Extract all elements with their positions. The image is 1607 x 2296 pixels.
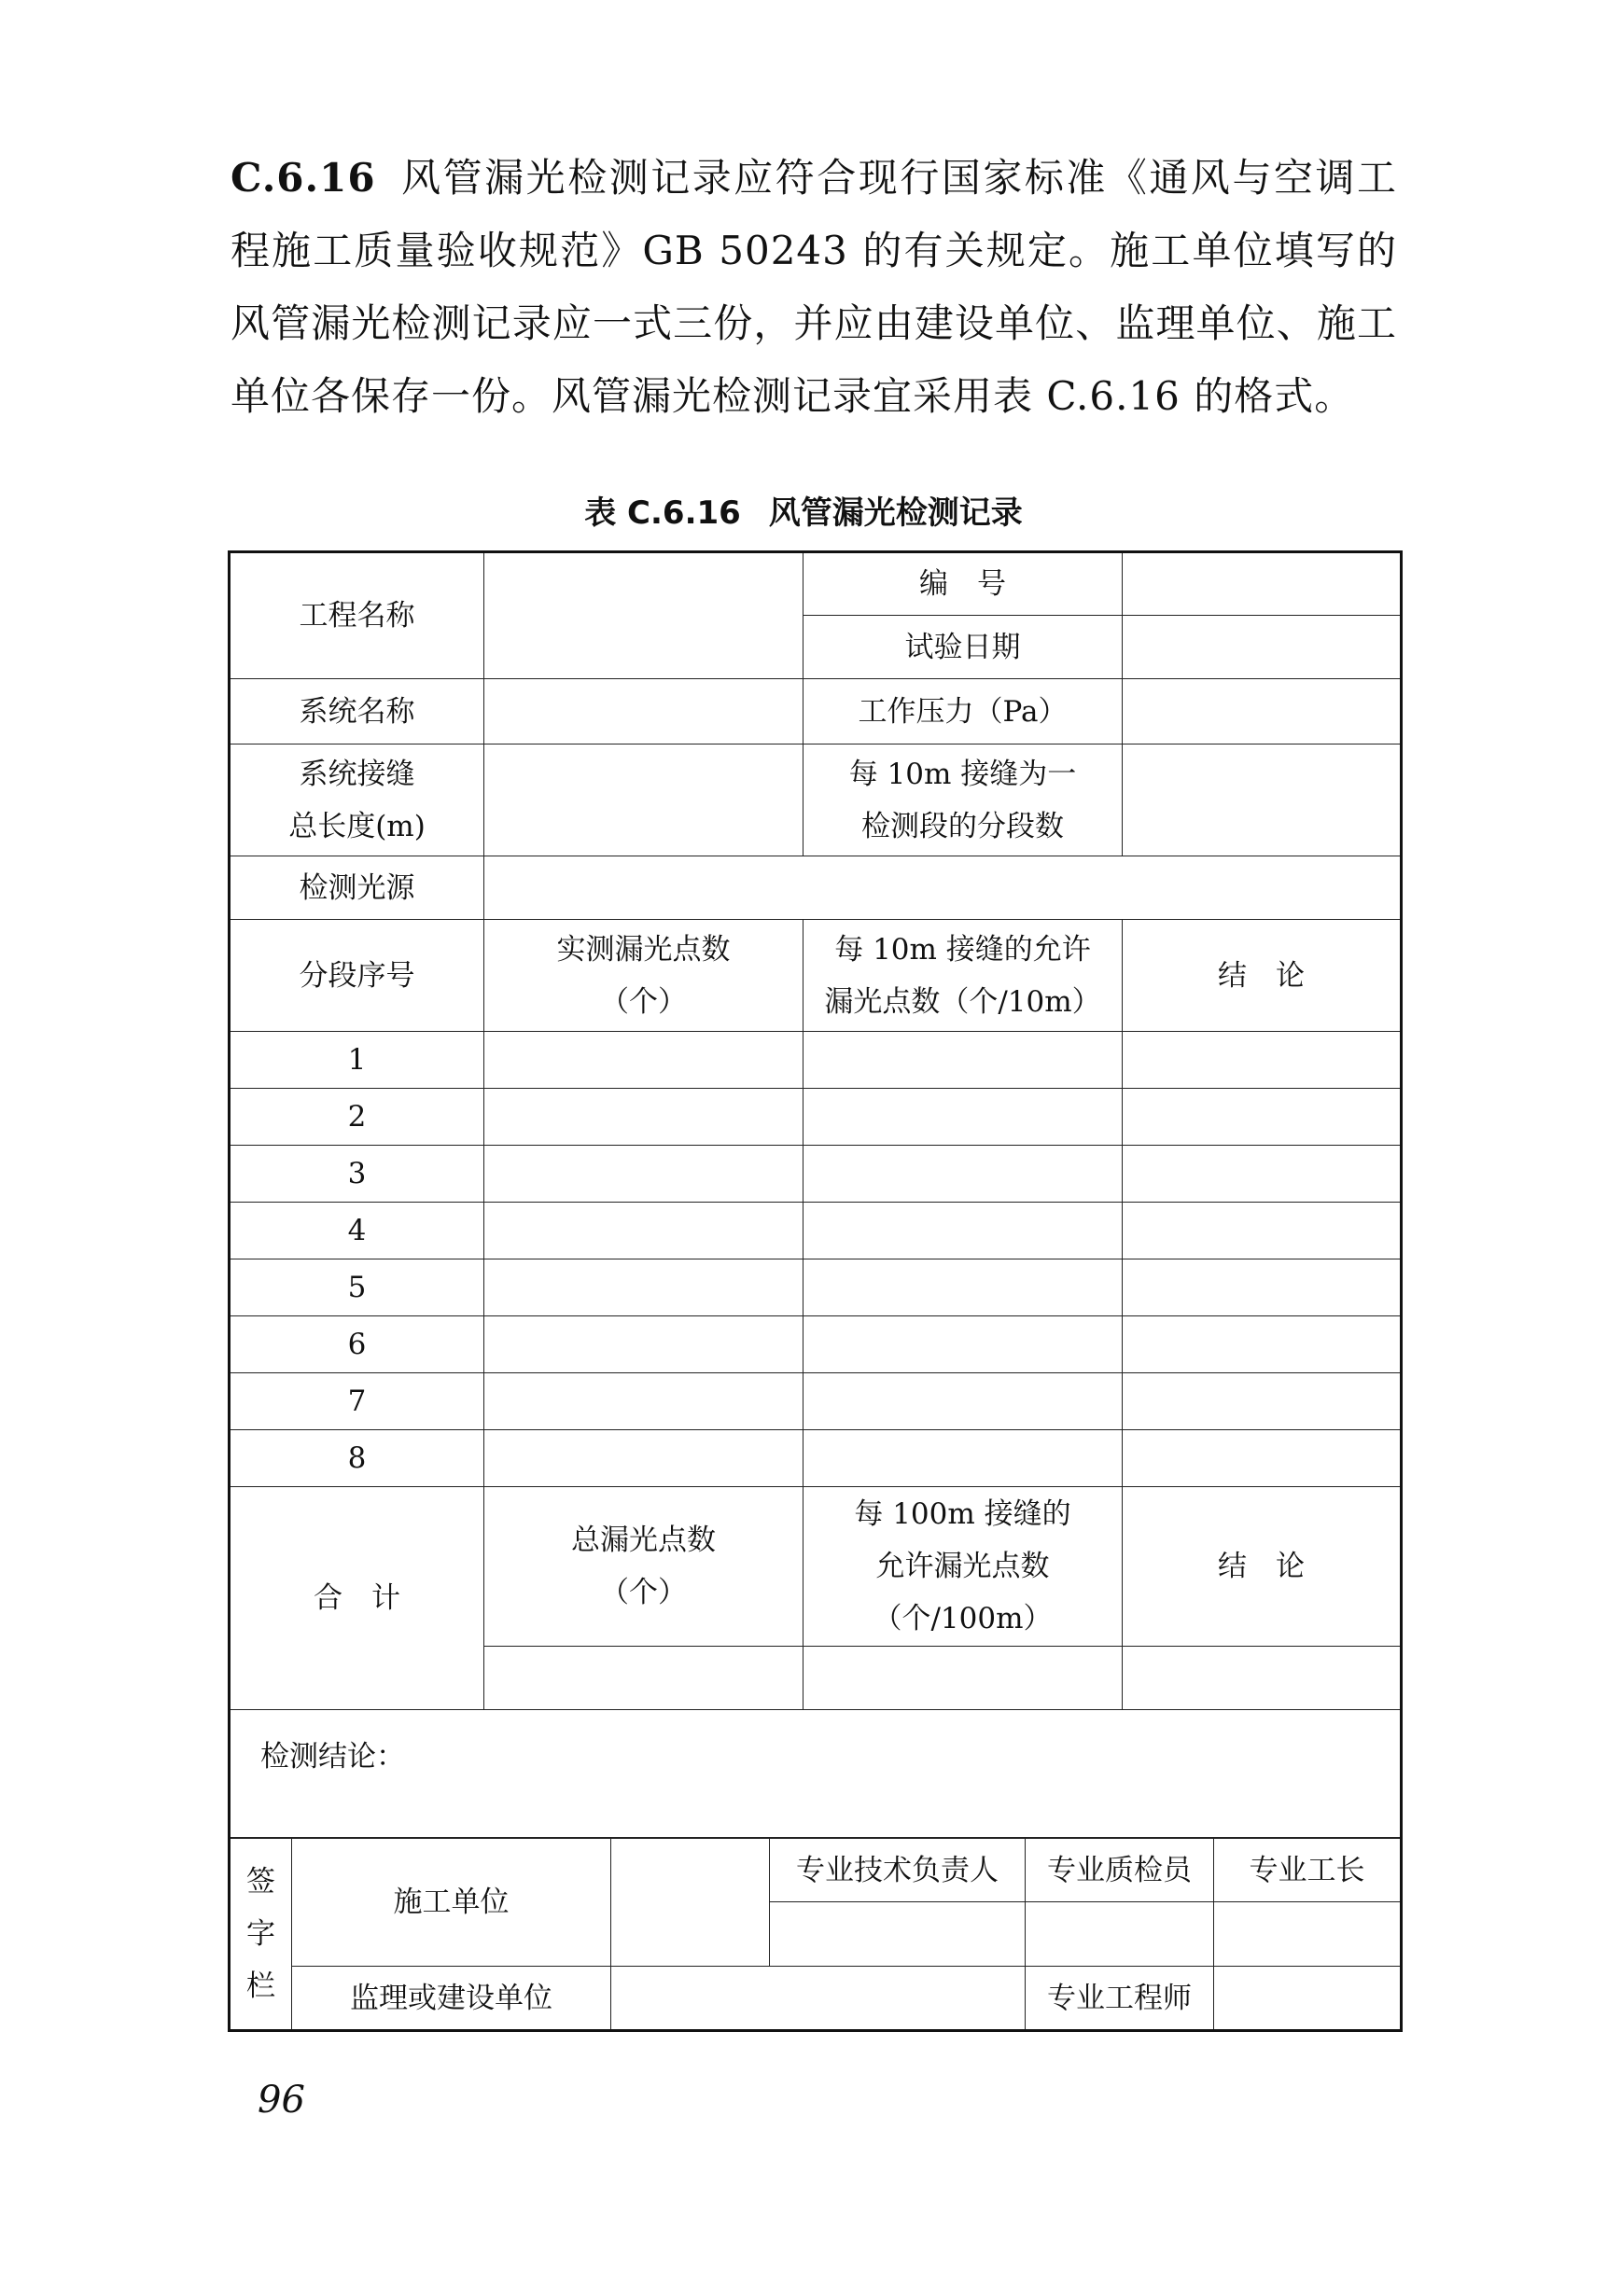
measured-cell[interactable]	[484, 1032, 804, 1089]
segments-line-1: 每 10m 接缝为一	[848, 757, 1077, 791]
supervision-unit-field[interactable]	[611, 1967, 1026, 2031]
supervision-unit-label: 监理或建设单位	[292, 1967, 611, 2031]
allowed-cell[interactable]	[804, 1089, 1123, 1146]
table-row	[230, 1032, 1402, 1089]
total-points-line-1: 总漏光点数	[571, 1524, 716, 1557]
quality-inspector-signature[interactable]	[1026, 1902, 1214, 1967]
total-label: 合 计	[230, 1487, 484, 1710]
system-name-field[interactable]	[484, 679, 804, 744]
segment-number: 5	[230, 1259, 484, 1316]
joint-length-row	[230, 744, 1402, 856]
table-row	[230, 1316, 1402, 1373]
system-name-label: 系统名称	[230, 679, 484, 744]
table-row	[230, 1146, 1402, 1203]
total-allowed-line-2: 允许漏光点数	[875, 1550, 1050, 1583]
segment-number: 7	[230, 1373, 484, 1430]
col-measured	[484, 920, 804, 1032]
conclusion-cell[interactable]	[1123, 1032, 1402, 1089]
record-form	[228, 550, 1400, 2032]
total-conclusion-field[interactable]	[1123, 1647, 1402, 1710]
col-allowed-line-2: 漏光点数（个/10m）	[824, 984, 1101, 1019]
column-header-row	[230, 920, 1402, 1032]
measured-cell[interactable]	[484, 1203, 804, 1259]
tech-lead-signature[interactable]	[770, 1902, 1026, 1967]
total-header-row	[230, 1487, 1402, 1647]
header-row-1	[230, 552, 1402, 616]
table-row	[230, 1259, 1402, 1316]
segments-label	[804, 744, 1123, 856]
measured-cell[interactable]	[484, 1259, 804, 1316]
segment-number: 1	[230, 1032, 484, 1089]
segments-line-2: 检测段的分段数	[861, 809, 1064, 843]
test-date-field[interactable]	[1123, 616, 1402, 679]
section-number: C.6.16	[231, 155, 376, 201]
signature-char-3: 栏	[246, 1969, 275, 2003]
joint-length-field[interactable]	[484, 744, 804, 856]
project-name-field[interactable]	[484, 552, 804, 679]
allowed-cell[interactable]	[804, 1430, 1123, 1487]
inspection-conclusion-row	[230, 1710, 1402, 1838]
inspection-conclusion-label: 检测结论：	[260, 1740, 405, 1774]
allowed-cell[interactable]	[804, 1203, 1123, 1259]
total-points-header	[484, 1487, 804, 1647]
segment-number: 8	[230, 1430, 484, 1487]
signature-table	[228, 1838, 1403, 2032]
measured-cell[interactable]	[484, 1089, 804, 1146]
quality-inspector-label: 专业质检员	[1026, 1839, 1214, 1902]
col-segment-no: 分段序号	[230, 920, 484, 1032]
construction-unit-label: 施工单位	[292, 1839, 611, 1967]
measured-cell[interactable]	[484, 1316, 804, 1373]
signature-char-1: 签	[246, 1865, 275, 1899]
segments-field[interactable]	[1123, 744, 1402, 856]
measured-cell[interactable]	[484, 1146, 804, 1203]
total-allowed-header	[804, 1487, 1123, 1647]
conclusion-cell[interactable]	[1123, 1430, 1402, 1487]
light-source-label: 检测光源	[230, 856, 484, 920]
light-source-field[interactable]	[484, 856, 1402, 920]
working-pressure-field[interactable]	[1123, 679, 1402, 744]
working-pressure-label: 工作压力（Pa）	[804, 679, 1123, 744]
table-row	[230, 1430, 1402, 1487]
engineer-label: 专业工程师	[1026, 1967, 1214, 2031]
total-points-line-2: （个）	[600, 1576, 687, 1609]
joint-length-line-2: 总长度(m)	[288, 809, 426, 843]
allowed-cell[interactable]	[804, 1259, 1123, 1316]
signature-row-3	[230, 1967, 1402, 2031]
foreman-signature[interactable]	[1214, 1902, 1402, 1967]
signature-row-1	[230, 1839, 1402, 1902]
leak-test-table	[228, 550, 1403, 1838]
conclusion-cell[interactable]	[1123, 1373, 1402, 1430]
col-allowed-line-1: 每 10m 接缝的允许	[834, 932, 1091, 967]
segment-number: 6	[230, 1316, 484, 1373]
table-number: 表 C.6.16	[584, 494, 741, 532]
system-name-row	[230, 679, 1402, 744]
allowed-cell[interactable]	[804, 1032, 1123, 1089]
allowed-cell[interactable]	[804, 1316, 1123, 1373]
construction-unit-field[interactable]	[611, 1839, 770, 1967]
total-allowed-line-1: 每 100m 接缝的	[854, 1497, 1071, 1531]
segment-number: 3	[230, 1146, 484, 1203]
measured-cell[interactable]	[484, 1430, 804, 1487]
table-title: 风管漏光检测记录	[768, 494, 1023, 532]
col-conclusion: 结 论	[1123, 920, 1402, 1032]
measured-cell[interactable]	[484, 1373, 804, 1430]
table-row	[230, 1089, 1402, 1146]
paragraph-text: 风管漏光检测记录应符合现行国家标准《通风与空调工程施工质量验收规范》GB 50243 的有关规定。施工单位填写的风管漏光检测记录应一式三份，并应由建设单位、监理单位、施工单位各保存一份。风管漏光检测记录宜采用表 C.6.16 的格式。	[231, 155, 1397, 419]
conclusion-cell[interactable]	[1123, 1146, 1402, 1203]
segment-number: 2	[230, 1089, 484, 1146]
col-allowed	[804, 920, 1123, 1032]
page-number: 96	[258, 2079, 305, 2122]
foreman-label: 专业工长	[1214, 1839, 1402, 1902]
joint-length-line-1: 系统接缝	[299, 757, 415, 791]
tech-lead-label: 专业技术负责人	[770, 1839, 1026, 1902]
total-allowed-field[interactable]	[804, 1647, 1123, 1710]
table-row	[230, 1203, 1402, 1259]
test-date-label: 试验日期	[804, 616, 1123, 679]
total-allowed-line-3: （个/100m）	[873, 1602, 1053, 1635]
allowed-cell[interactable]	[804, 1146, 1123, 1203]
col-measured-line-1: 实测漏光点数	[556, 932, 731, 967]
project-name-label: 工程名称	[230, 552, 484, 679]
inspection-conclusion[interactable]	[230, 1710, 1402, 1838]
serial-no-label: 编 号	[804, 552, 1123, 616]
engineer-signature[interactable]	[1214, 1967, 1402, 2031]
col-measured-line-2: （个）	[600, 984, 687, 1019]
signature-char-2: 字	[246, 1917, 275, 1951]
table-caption	[0, 487, 1607, 533]
segment-number: 4	[230, 1203, 484, 1259]
table-row	[230, 1373, 1402, 1430]
conclusion-cell[interactable]	[1123, 1259, 1402, 1316]
total-conclusion-header: 结 论	[1123, 1487, 1402, 1647]
total-points-field[interactable]	[484, 1647, 804, 1710]
signature-column-label	[230, 1839, 292, 2031]
light-source-row	[230, 856, 1402, 920]
serial-no-field[interactable]	[1123, 552, 1402, 616]
intro-paragraph	[231, 142, 1397, 433]
conclusion-cell[interactable]	[1123, 1089, 1402, 1146]
conclusion-cell[interactable]	[1123, 1203, 1402, 1259]
allowed-cell[interactable]	[804, 1373, 1123, 1430]
conclusion-cell[interactable]	[1123, 1316, 1402, 1373]
joint-length-label	[230, 744, 484, 856]
